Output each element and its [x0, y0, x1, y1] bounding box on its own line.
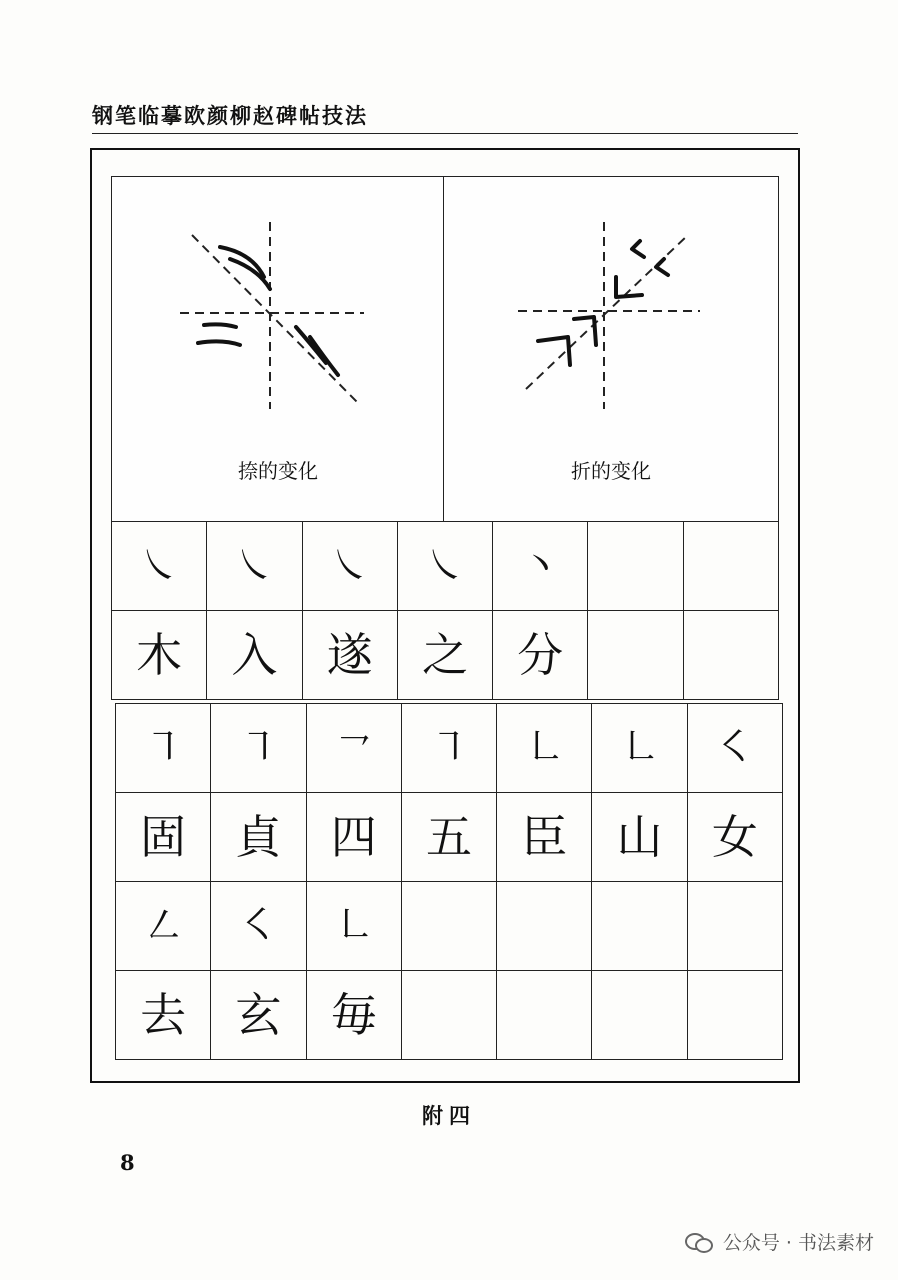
character-cell: 之: [397, 611, 492, 700]
character-cell: [497, 971, 592, 1060]
character-cell: 遂: [302, 611, 397, 700]
character-cell: 山: [592, 793, 687, 882]
stroke-cell: ㇗: [306, 882, 401, 971]
character-cell: 固: [116, 793, 211, 882]
page-number: 8: [120, 1150, 135, 1175]
table-row: [116, 882, 783, 971]
stroke-cell: ㇗: [497, 704, 592, 793]
character-cell: 玄: [211, 971, 306, 1060]
stroke-cell: ㇏: [207, 522, 302, 611]
stroke-cell: [588, 522, 683, 611]
character-cell: 四: [306, 793, 401, 882]
stroke-cell: [687, 882, 782, 971]
character-cell: 去: [116, 971, 211, 1060]
panel-caption: 捺的变化: [238, 459, 318, 483]
watermark: [685, 1228, 874, 1255]
stroke-cell: [592, 882, 687, 971]
table-row: [116, 971, 783, 1060]
watermark-text: 公众号 · 书法素材: [722, 1232, 874, 1254]
character-cell: 分: [493, 611, 588, 700]
stroke-cell: ㇛: [211, 882, 306, 971]
character-cell: [687, 971, 782, 1060]
stroke-cell: ㇗: [592, 704, 687, 793]
panel-zhe-variation: [443, 176, 779, 522]
stroke-cell: ㇏: [302, 522, 397, 611]
character-cell: [683, 611, 778, 700]
stroke-cell: ㇖: [306, 704, 401, 793]
character-cell: 木: [112, 611, 207, 700]
panel-caption: 折的变化: [571, 459, 651, 483]
stroke-cell: ㇜: [116, 882, 211, 971]
character-cell: 入: [207, 611, 302, 700]
table-row: [116, 793, 783, 882]
character-cell: [592, 971, 687, 1060]
character-cell: 女: [687, 793, 782, 882]
panel-na-variation: [111, 176, 445, 522]
character-cell: 臣: [497, 793, 592, 882]
table-row: [112, 611, 779, 700]
appendix-title: 附四: [422, 1103, 476, 1128]
stroke-grid-na: [111, 521, 779, 700]
header-rule: [92, 133, 798, 134]
stroke-cell: 丶: [493, 522, 588, 611]
stroke-cell: ㇕: [401, 704, 496, 793]
character-cell: [401, 971, 496, 1060]
character-cell: 毎: [306, 971, 401, 1060]
book-title: 钢笔临摹欧颜柳赵碑帖技法: [92, 103, 368, 128]
character-cell: 五: [401, 793, 496, 882]
stroke-cell: ㇏: [397, 522, 492, 611]
stroke-cell: [497, 882, 592, 971]
character-cell: 貞: [211, 793, 306, 882]
table-row: [112, 522, 779, 611]
stroke-grid-zhe: [115, 703, 783, 1060]
character-cell: [588, 611, 683, 700]
wechat-icon: [685, 1231, 715, 1253]
stroke-cell: ㇏: [112, 522, 207, 611]
stroke-cell: [401, 882, 496, 971]
stroke-cell: [683, 522, 778, 611]
stroke-cell: ㇕: [116, 704, 211, 793]
stroke-cell: ㇛: [687, 704, 782, 793]
stroke-cell: ㇕: [211, 704, 306, 793]
table-row: [116, 704, 783, 793]
